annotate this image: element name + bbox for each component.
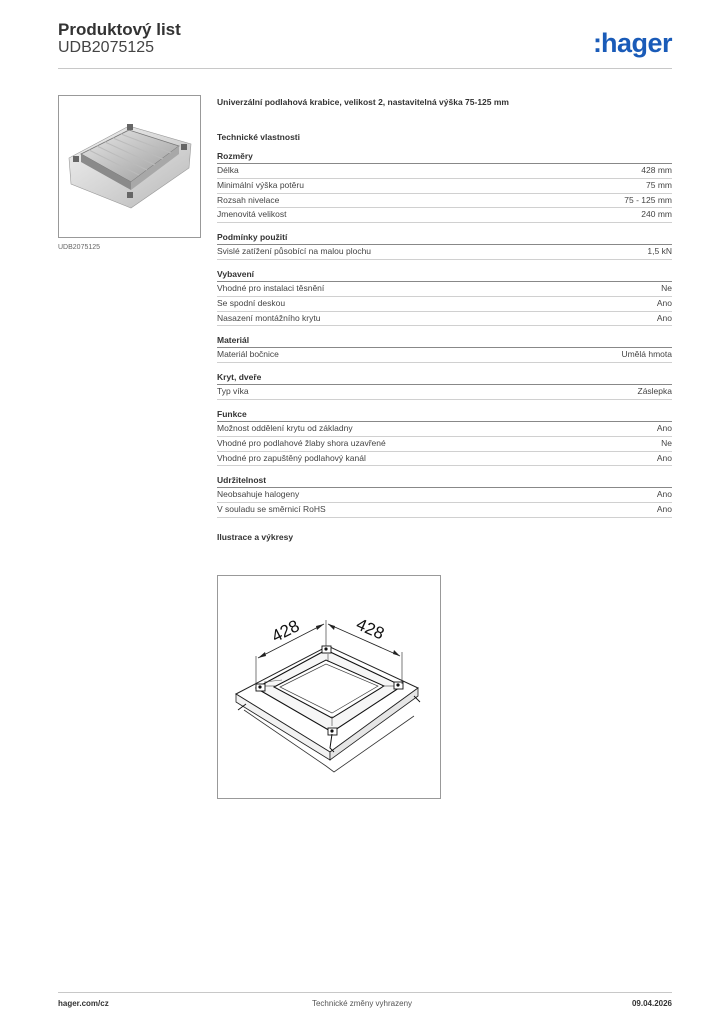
- spec-label: Vhodné pro instalaci těsnění: [217, 282, 325, 293]
- spec-label: Neobsahuje halogeny: [217, 489, 300, 500]
- spec-label: Vhodné pro zapuštěný podlahový kanál: [217, 452, 366, 463]
- footer-date: 09.04.2026: [631, 999, 672, 1008]
- spec-row: [217, 348, 672, 363]
- spec-value: Ano: [656, 297, 672, 308]
- spec-label: Možnost oddělení krytu od základny: [217, 422, 353, 433]
- section-title: Rozměry: [217, 151, 672, 164]
- spec-value: Ano: [656, 452, 672, 463]
- spec-value: Umělá hmota: [621, 349, 672, 360]
- product-photo: [58, 95, 201, 238]
- footer-divider: [58, 992, 672, 993]
- spec-label: Svislé zatížení působící na malou plochu: [217, 246, 372, 257]
- spec-row: [217, 194, 672, 209]
- spec-value: Záslepka: [637, 386, 672, 397]
- spec-row: [217, 179, 672, 194]
- section-title: Funkce: [217, 409, 672, 422]
- section-title: Udržitelnost: [217, 475, 672, 488]
- spec-value: 240 mm: [641, 209, 672, 220]
- spec-value: 428 mm: [641, 165, 672, 175]
- logo-text: hager: [600, 28, 672, 58]
- spec-value: Ne: [661, 282, 672, 293]
- product-description: Univerzální podlahová krabice, velikost 2, nastavitelná výška 75-125 mm: [217, 97, 509, 107]
- spec-row: [217, 503, 672, 518]
- dimension-label-left: 428: [268, 616, 303, 647]
- floor-box-drawing-icon: [218, 576, 440, 798]
- spec-section-conditions: [217, 232, 672, 260]
- spec-content: [217, 97, 672, 542]
- section-title: Kryt, dveře: [217, 372, 672, 385]
- spec-value: Ano: [656, 489, 672, 500]
- spec-row: [217, 208, 672, 223]
- spec-row: [217, 282, 672, 297]
- product-code: UDB2075125: [58, 39, 155, 56]
- spec-value: 75 - 125 mm: [624, 194, 672, 205]
- spec-value: Ano: [656, 504, 672, 515]
- tech-properties-heading: Technické vlastnosti: [217, 132, 300, 142]
- spec-row: [217, 437, 672, 452]
- spec-row: [217, 164, 672, 179]
- spec-label: Délka: [217, 165, 239, 175]
- spec-label: Vhodné pro podlahové žlaby shora uzavřené: [217, 437, 386, 448]
- spec-row: [217, 297, 672, 312]
- spec-section-function: [217, 409, 672, 466]
- spec-row: [217, 422, 672, 437]
- spec-label: Jmenovitá velikost: [217, 209, 287, 220]
- spec-row: [217, 385, 672, 400]
- spec-section-cover: [217, 372, 672, 400]
- spec-label: Typ víka: [217, 386, 249, 397]
- spec-row: [217, 452, 672, 467]
- spec-label: Se spodní deskou: [217, 297, 286, 308]
- spec-label: Nasazení montážního krytu: [217, 312, 321, 323]
- illustrations-heading: Ilustrace a výkresy: [217, 531, 294, 542]
- technical-drawing: [217, 575, 441, 799]
- page-title: Produktový list: [58, 20, 181, 39]
- spec-label: V souladu se směrnicí RoHS: [217, 504, 326, 515]
- floor-box-photo-icon: [59, 96, 200, 237]
- spec-value: Ano: [656, 422, 672, 433]
- spec-value: 1,5 kN: [647, 246, 672, 257]
- spec-row: [217, 245, 672, 260]
- spec-label: Materiál bočnice: [217, 349, 279, 360]
- hager-logo: [593, 28, 672, 59]
- spec-section-sustainability: [217, 475, 672, 518]
- section-title: Podmínky použití: [217, 232, 672, 245]
- spec-value: Ano: [656, 312, 672, 323]
- spec-label: Minimální výška potěru: [217, 179, 304, 190]
- spec-section-material: [217, 335, 672, 363]
- spec-row: [217, 488, 672, 503]
- logo-colon: :: [592, 28, 600, 58]
- spec-value: Ne: [661, 437, 672, 448]
- spec-section-equipment: [217, 269, 672, 326]
- section-title: Vybavení: [217, 269, 672, 282]
- section-title: Materiál: [217, 335, 672, 348]
- header-divider: [58, 68, 672, 69]
- spec-row: [217, 312, 672, 327]
- footer-disclaimer: Technické změny vyhrazeny: [311, 999, 413, 1008]
- spec-section-dimensions: [217, 151, 672, 223]
- photo-caption: UDB2075125: [58, 244, 101, 251]
- dimension-label-right: 428: [353, 614, 388, 644]
- footer-website-link[interactable]: hager.com/cz: [58, 999, 109, 1008]
- spec-label: Rozsah nivelace: [217, 194, 280, 205]
- spec-value: 75 mm: [646, 179, 672, 190]
